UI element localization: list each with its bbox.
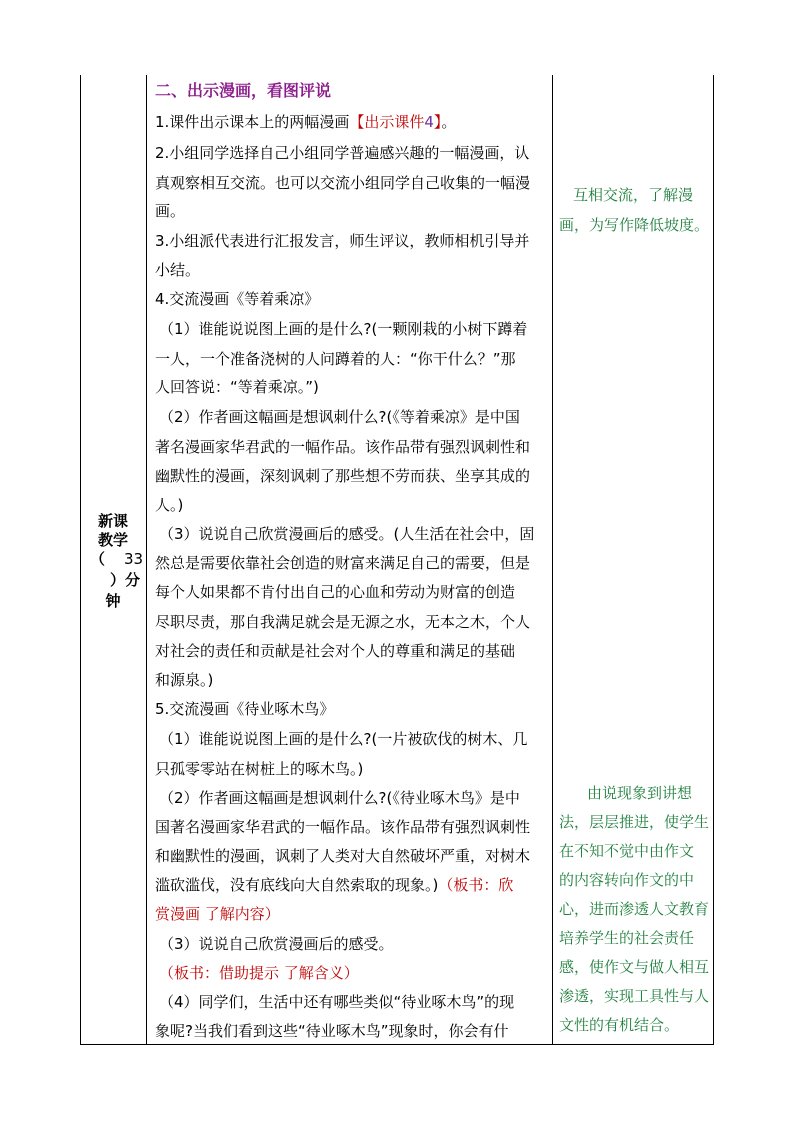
design-intent-cell [553, 75, 713, 1045]
content-line: 画。 [155, 202, 186, 220]
content-line: 真观察相互交流。也可以交流小组同学自己收集的一幅漫 [155, 174, 531, 192]
design-note-line: 感，使作文与做人相互 [559, 958, 710, 976]
board-note: （板书：欣 [438, 876, 514, 894]
design-note-line: 由说现象到讲想 [587, 784, 693, 802]
content-line: （2）作者画这幅画是想讽刺什么?(《待业啄木鸟》是中 [159, 789, 520, 807]
design-note-line: 文性的有机结合。 [559, 1016, 680, 1034]
content-line: （1）谁能说说图上画的是什么?(一片被砍伐的树木、几 [159, 730, 528, 748]
content-line: 象呢?当我们看到这些“待业啄木鸟”现象时，你会有什 [155, 1022, 509, 1040]
content-line: （1）谁能说说图上画的是什么?(一颗刚栽的小树下蹲着 [159, 320, 528, 338]
content-line: 只孤零零站在树桩上的啄木鸟。) [155, 760, 364, 778]
design-note-line: 渗透，实现工具性与人 [559, 987, 710, 1005]
content-line: 人回答说：“等着乘凉。”) [155, 378, 319, 396]
content-line: 2.小组同学选择自己小组同学普遍感兴趣的一幅漫画，认 [155, 144, 530, 162]
content-line: 5.交流漫画《待业啄木鸟》 [155, 700, 335, 718]
design-note-line: 的内容转向作文的中 [559, 871, 695, 889]
content-line: （3）说说自己欣赏漫画后的感受。 [159, 935, 394, 953]
board-note: （板书：借助提示 了解含义） [159, 964, 359, 982]
content-line: 每个人如果都不肯付出自己的心血和劳动为财富的创造 [155, 583, 516, 601]
content-line: 幽默性的漫画，深刻讽刺了那些想不劳而获、坐享其成的 [155, 467, 531, 485]
section-label-line: 钟 [105, 592, 121, 610]
content-line: 人。) [155, 496, 184, 514]
content-line: 3.小组派代表进行汇报发言，师生评议，教师相机引导并 [155, 232, 530, 250]
content-line: 滥砍滥伐，没有底线向大自然索取的现象。)（板书：欣 [155, 876, 514, 894]
content-line: 著名漫画家华君武的一幅作品。该作品带有强烈讽刺性和 [155, 438, 531, 456]
section-label-line: 教学 [97, 531, 128, 549]
design-note-line: 培养学生的社会责任 [559, 929, 695, 947]
content-line: 尽职尽责，那自我满足就会是无源之水，无本之木，个人 [155, 613, 531, 631]
content-line: 一人，一个准备浇树的人问蹲着的人：“你干什么？”那 [155, 350, 516, 368]
design-note-line: 在不知不觉中由作文 [559, 842, 695, 860]
courseware-tag: 【出示课件 [349, 113, 425, 131]
open-paren: （ [90, 550, 106, 568]
design-note-line: 心，进而渗透人文教育 [559, 900, 710, 918]
design-note-line: 画，为写作降低坡度。 [559, 216, 710, 234]
duration-minutes: 33 [124, 550, 144, 568]
lesson-plan-table [80, 75, 714, 1045]
section-heading: 二、出示漫画，看图评说 [155, 81, 332, 100]
content-line: 小结。 [155, 261, 201, 279]
content-line: （2）作者画这幅画是想讽刺什么?(《等着乘凉》是中国 [159, 408, 520, 426]
table-border-right [713, 75, 714, 1045]
design-note-line: 法，层层推进，使学生 [559, 813, 710, 831]
section-label-line: 新课 [97, 512, 128, 530]
content-line: 1.课件出示课本上的两幅漫画【出示课件4】。 [155, 113, 457, 131]
content-line: 和幽默性的漫画，讽刺了人类对大自然破坏严重，对树木 [155, 847, 531, 865]
section-label-line: ）分 [109, 571, 140, 589]
design-note-line: 互相交流，了解漫 [573, 186, 694, 204]
content-line: （4）同学们，生活中还有哪些类似“待业啄木鸟”的现 [159, 993, 515, 1011]
board-note: 赏漫画 了解内容） [155, 905, 280, 923]
section-label-cell [80, 75, 146, 1045]
content-line: 对社会的责任和贡献是社会对个人的尊重和满足的基础 [155, 642, 516, 660]
content-line: 和源泉。) [155, 671, 214, 689]
content-line: 然总是需要依靠社会创造的财富来满足自己的需要，但是 [155, 554, 531, 572]
content-line: 国著名漫画家华君武的一幅作品。该作品带有强烈讽刺性 [155, 818, 531, 836]
content-line: （3）说说自己欣赏漫画后的感受。(人生活在社会中，固 [159, 525, 535, 543]
courseware-number: 4 [424, 113, 434, 131]
teaching-content-cell [147, 75, 552, 1045]
content-line: 4.交流漫画《等着乘凉》 [155, 290, 320, 308]
